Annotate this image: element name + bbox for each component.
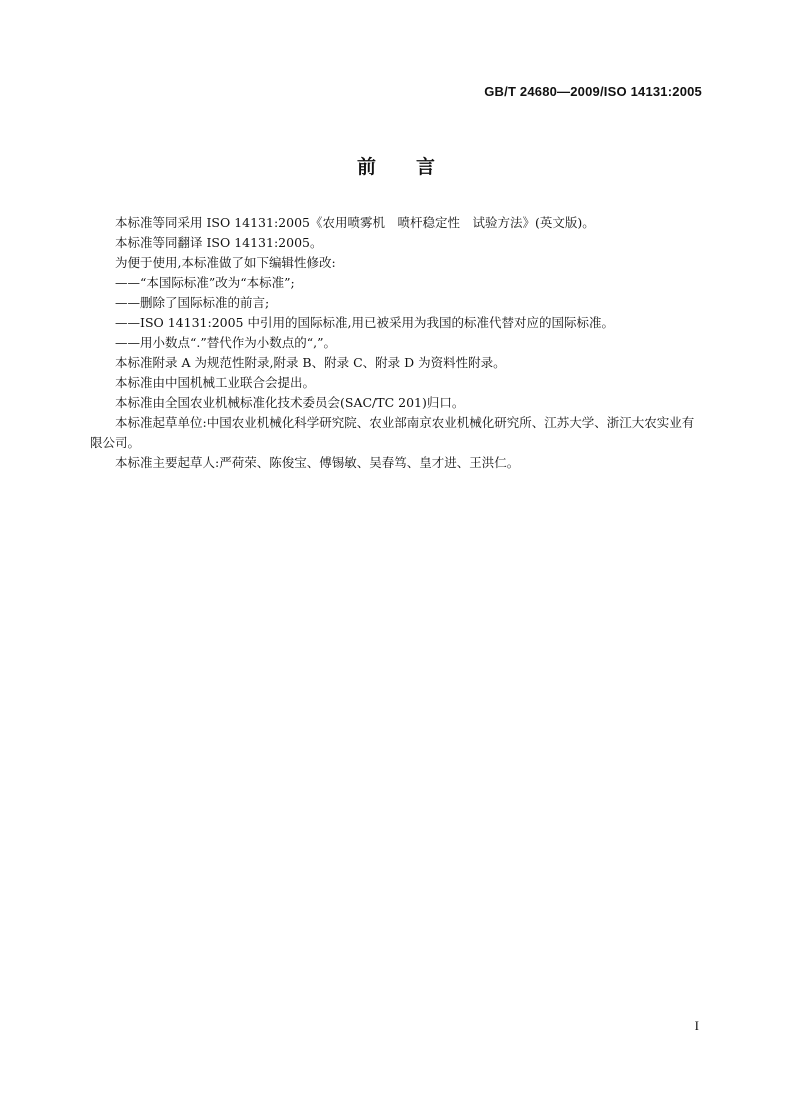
paragraph-drafters: 本标准主要起草人:严荷荣、陈俊宝、傅锡敏、吴春笃、皇才进、王洪仁。 [115, 455, 520, 470]
paragraph-edit-2: ——删除了国际标准的前言; [115, 295, 270, 310]
paragraph-edit-4: ——用小数点“.”替代作为小数点的“,”。 [115, 335, 337, 350]
paragraph-proposed-by: 本标准由中国机械工业联合会提出。 [115, 375, 316, 390]
paragraph-edit-3: ——ISO 14131:2005 中引用的国际标准,用已被采用为我国的标准代替对应的国际标准。 [115, 315, 614, 330]
paragraph-adoption: 本标准等同采用 ISO 14131:2005《农用喷雾机 喷杆稳定性 试验方法》(英文版)。 [115, 215, 595, 230]
paragraph-annexes: 本标准附录 A 为规范性附录,附录 B、附录 C、附录 D 为资料性附录。 [115, 355, 506, 370]
paragraph-edit-1: ——“本国际标准”改为“本标准”; [115, 275, 295, 290]
page-title [0, 152, 792, 179]
paragraph-drafting-units: 本标准起草单位:中国农业机械化科学研究院、农业部南京农业机械化研究所、江苏大学、浙江大农实业有限公司。 [90, 415, 695, 450]
page-number: I [694, 1018, 699, 1033]
paragraph-translation: 本标准等同翻译 ISO 14131:2005。 [115, 235, 323, 250]
standard-code: GB/T 24680—2009/ISO 14131:2005 [484, 84, 702, 99]
title-char-2: 言 [416, 156, 436, 178]
title-char-1: 前 [356, 156, 376, 178]
paragraph-edits-intro: 为便于使用,本标准做了如下编辑性修改: [115, 255, 336, 270]
paragraph-centralized-by: 本标准由全国农业机械标准化技术委员会(SAC/TC 201)归口。 [115, 395, 465, 410]
foreword-body [90, 213, 702, 473]
